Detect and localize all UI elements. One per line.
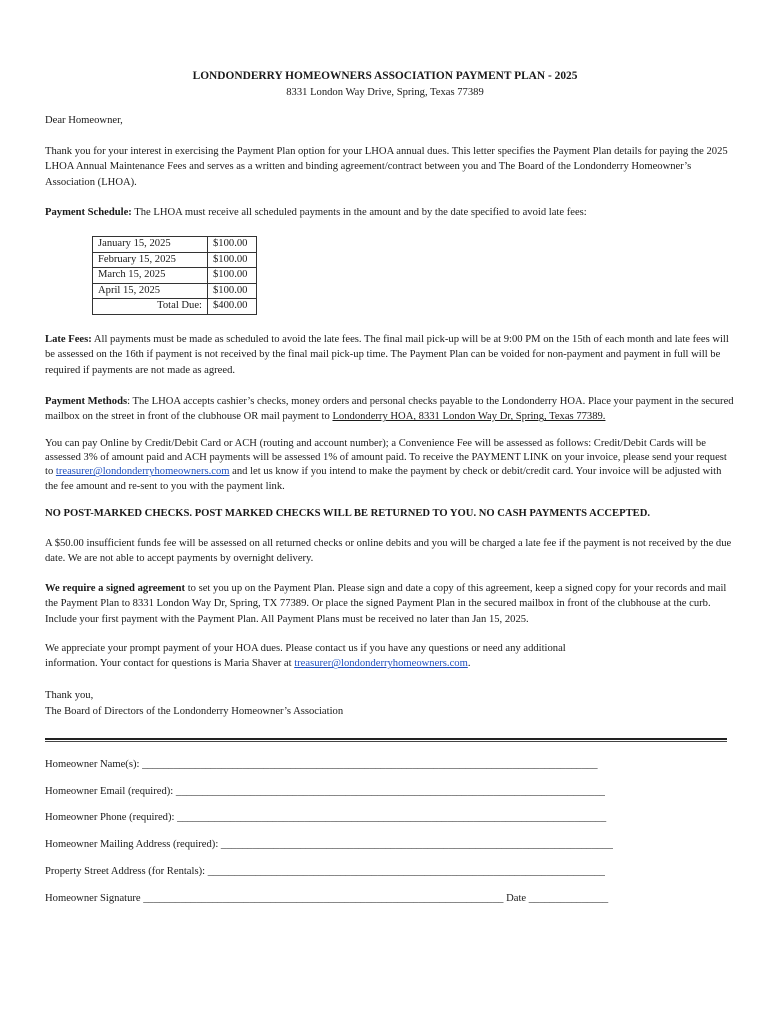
- total-due-amount: $400.00: [208, 299, 257, 315]
- no-postmarked-notice: NO POST-MARKED CHECKS. POST MARKED CHECKS WILL BE RETURNED TO YOU. NO CASH PAYMENTS ACCEPTED.: [45, 508, 651, 519]
- table-total-row: [93, 299, 257, 315]
- salutation: Dear Homeowner,: [45, 115, 123, 126]
- signature-field[interactable]: Homeowner Signature ____________________________________________________________________: [45, 893, 504, 904]
- contact-line-1: We appreciate your prompt payment of your HOA dues. Please contact us if you have any questions or need any additional: [45, 643, 566, 654]
- property-address-field[interactable]: Property Street Address (for Rentals): ___________________________________________________________________________: [45, 866, 605, 877]
- table-row: [93, 252, 257, 268]
- late-fees-text: All payments must be made as scheduled to avoid the late fees. The final mail pick-up will be at 9:00 PM on the 15th of each month and late fees will be assessed on the 16th if payment is not received by the final mail pick-up time. The Payment Plan can be voided for non-payment and payment in full will be required if payments are not made as agreed.: [45, 334, 729, 376]
- online-payment-text-end: and let us know if you intend to make the payment by check or debit/credit card. Your invoice will be adjusted with the fee amount and re-sent to you with the payment link.: [45, 466, 722, 492]
- mailing-address-field[interactable]: Homeowner Mailing Address (required): __________________________________________________________________________: [45, 839, 613, 850]
- table-row: [93, 268, 257, 284]
- signature-row: [45, 891, 608, 906]
- online-payment-paragraph: [45, 437, 735, 494]
- payment-schedule-paragraph: [45, 205, 735, 220]
- schedule-amount: $100.00: [208, 237, 257, 253]
- payment-methods-label: Payment Methods: [45, 396, 128, 407]
- schedule-amount: $100.00: [208, 252, 257, 268]
- schedule-date: April 15, 2025: [93, 283, 208, 299]
- payment-methods-paragraph: [45, 394, 735, 425]
- schedule-date: March 15, 2025: [93, 268, 208, 284]
- late-fees-paragraph: [45, 332, 735, 378]
- payment-schedule-text: The LHOA must receive all scheduled payments in the amount and by the date specified to avoid late fees:: [131, 207, 587, 218]
- homeowner-email-field[interactable]: Homeowner Email (required): _________________________________________________________________________________: [45, 786, 605, 797]
- payment-schedule-label: Payment Schedule:: [45, 207, 132, 218]
- signed-agreement-text: to set you up on the Payment Plan. Please sign and date a copy of this agreement, keep a signed copy for your records and mail the Payment Plan to 8331 London Way Dr, Spring, TX 77389. Or place the signed Payment Plan in the secured mailbox in front of the clubhouse at the curb. Include your first payment with the Payment Plan. All Payment Plans must be received no later than Jan 15, 2025.: [45, 583, 727, 625]
- closing-thanks: Thank you,: [45, 690, 94, 701]
- nsf-fee-paragraph: A $50.00 insufficient funds fee will be assessed on all returned checks or online debits and you will be charged a late fee if the payment is not received by the due date. We are not able to accept payments by overnight delivery.: [45, 538, 732, 565]
- signed-agreement-label: We require a signed agreement: [45, 583, 186, 594]
- homeowner-phone-field[interactable]: Homeowner Phone (required): _________________________________________________________________________________: [45, 812, 607, 823]
- payment-schedule-table: [92, 236, 257, 315]
- schedule-amount: $100.00: [208, 268, 257, 284]
- payment-methods-text: : The LHOA accepts cashier’s checks, money orders and personal checks payable to the Londonderry HOA. Place your payment in the secured mailbox on the street in front of the clubhouse OR mail payment to: [45, 396, 734, 423]
- contact-line-2-end: .: [467, 658, 471, 670]
- schedule-amount: $100.00: [208, 283, 257, 299]
- signed-agreement-paragraph: [45, 581, 735, 627]
- association-address: 8331 London Way Drive, Spring, Texas 77389: [286, 87, 484, 98]
- table-row: [93, 283, 257, 299]
- contact-line-2-text: information. Your contact for questions is Maria Shaver at: [45, 658, 295, 670]
- mailing-address: Londonderry HOA, 8331 London Way Dr, Spring, Texas 77389.: [332, 411, 606, 423]
- treasurer-email-link[interactable]: treasurer@londonderryhomeowners.com: [55, 466, 230, 478]
- section-divider-thin: [45, 741, 727, 742]
- date-field[interactable]: Date _______________: [503, 893, 609, 904]
- table-row: [93, 237, 257, 253]
- schedule-date: February 15, 2025: [93, 252, 208, 268]
- closing-signoff: The Board of Directors of the Londonderry Homeowner’s Association: [45, 706, 344, 717]
- total-due-label: Total Due:: [93, 299, 208, 315]
- document-title: LONDONDERRY HOMEOWNERS ASSOCIATION PAYMENT PLAN - 2025: [192, 70, 578, 82]
- contact-line-2: [45, 656, 735, 671]
- contact-email-link[interactable]: treasurer@londonderryhomeowners.com: [294, 658, 468, 670]
- contact-paragraph: [45, 641, 735, 672]
- homeowner-name-field[interactable]: Homeowner Name(s): ______________________________________________________________________________________: [45, 759, 598, 770]
- online-payment-text: You can pay Online by Credit/Debit Card or ACH (routing and account number); a Convenience Fee will be assessed as follows: Credit/Debit Cards will be assessed 3% of amount paid and ACH payments will be assessed 1% of amount paid. To receive the PAYMENT LINK on your invoice, please send your request to: [45, 438, 727, 478]
- intro-paragraph: Thank you for your interest in exercising the Payment Plan option for your LHOA annual dues. This letter specifies the Payment Plan details for paying the 2025 LHOA Annual Maintenance Fees and serves as a written and binding agreement/contract between you and The Board of the Londonderry Homeowner’s Association (LHOA).: [45, 146, 728, 188]
- section-divider: [45, 738, 727, 740]
- late-fees-label: Late Fees:: [45, 334, 92, 345]
- schedule-date: January 15, 2025: [93, 237, 208, 253]
